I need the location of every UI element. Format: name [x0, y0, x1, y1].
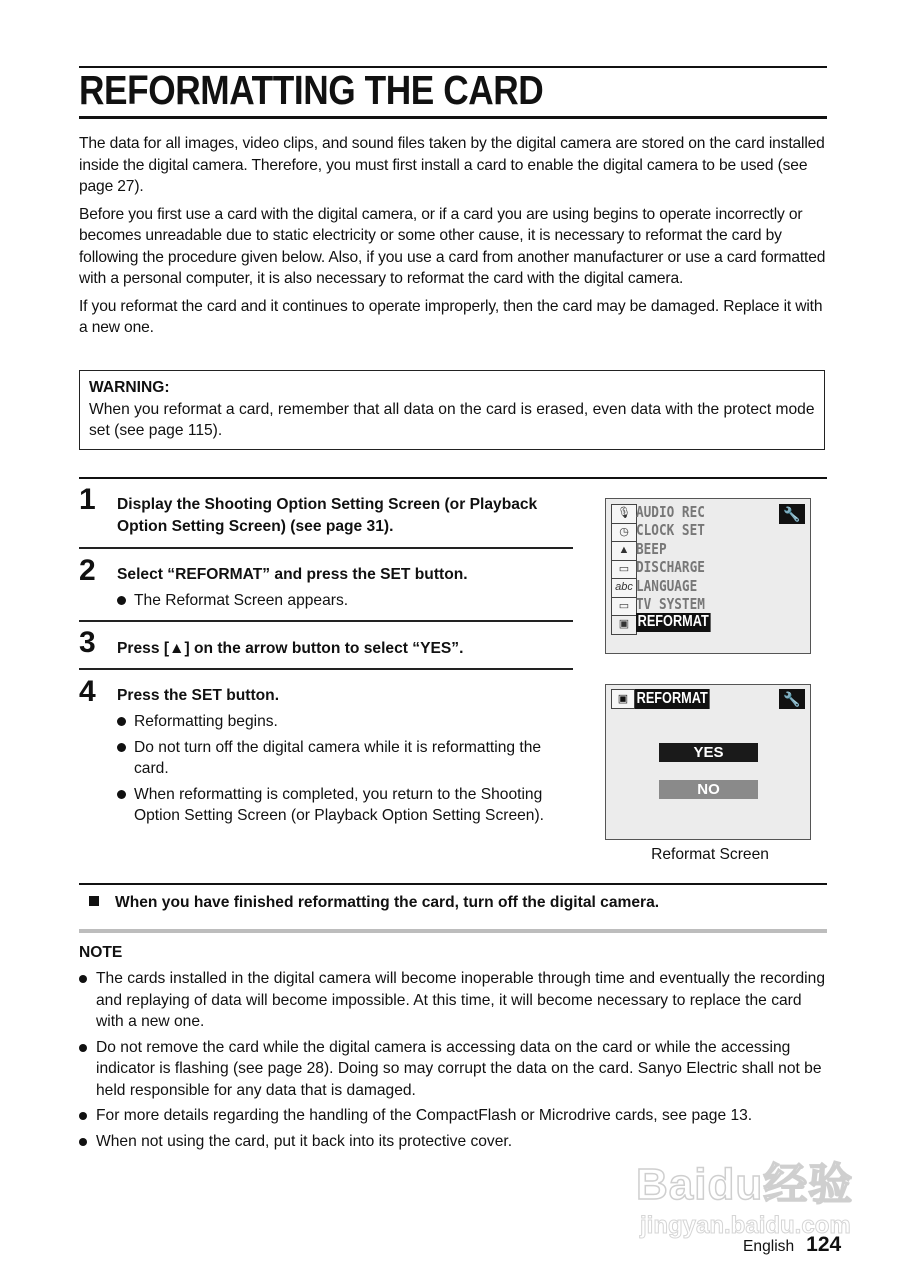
bullet-icon: [79, 1044, 87, 1052]
tv-icon: ▭: [611, 597, 637, 616]
note-text: Do not remove the card while the digital camera is accessing data on the card or while the accessing indicator is flashing (see page 28). Doing so may corrupt the data on the card. Sanyo Electric shall not be held responsible for any data that is damaged.: [96, 1038, 822, 1099]
bullet-text: When reformatting is completed, you return to the Shooting Option Setting Screen (or Playback Option Setting Screen).: [134, 785, 544, 824]
warning-title: WARNING:: [89, 379, 170, 396]
bullet-icon: [79, 1112, 87, 1120]
step-number: 1: [79, 483, 96, 516]
bullet-icon: [79, 1138, 87, 1146]
wrench-icon: 🔧: [779, 689, 805, 709]
bullet-item: [117, 737, 567, 780]
menu-item-beep[interactable]: BEEP: [636, 539, 667, 558]
step-divider: [79, 668, 573, 670]
baidu-watermark-url: jingyan.baidu.com: [640, 1212, 851, 1239]
menu-item-reformat[interactable]: REFORMAT: [637, 613, 709, 631]
menu-item-tv-system[interactable]: TV SYSTEM: [636, 595, 705, 614]
page-number: 124: [806, 1233, 842, 1256]
note-item: [79, 1105, 827, 1127]
no-option[interactable]: NO: [659, 780, 758, 799]
page-title: REFORMATTING THE CARD: [79, 67, 544, 113]
page-footer: [743, 1233, 841, 1257]
note-item: [79, 1037, 827, 1102]
intro-paragraph: The data for all images, video clips, and sound files taken by the digital camera are stored on the card installed inside the digital camera. Therefore, you must first install a card to enable the digital camera to be used (see page 27).: [79, 135, 825, 195]
battery-icon: ▭: [611, 560, 637, 579]
finish-note: [89, 894, 659, 912]
step-heading: Press [▲] on the arrow button to select “YES”.: [117, 640, 464, 657]
menu-item-clock-set[interactable]: CLOCK SET: [636, 521, 705, 540]
clock-icon: ◷: [611, 523, 637, 542]
bullet-item: [117, 711, 567, 733]
note-title: NOTE: [79, 944, 123, 961]
step-heading: Select “REFORMAT” and press the SET button.: [117, 566, 468, 583]
steps-top-rule: [79, 477, 827, 479]
bullet-icon: [117, 790, 126, 799]
reformat-screen: [605, 684, 811, 840]
bullet-icon: [117, 717, 126, 726]
step-heading: Display the Shooting Option Setting Screen (or Playback Option Setting Screen) (see page 31).: [117, 496, 538, 535]
note-list: [79, 968, 827, 1156]
footer-language: English: [743, 1238, 795, 1255]
bullet-text: The Reformat Screen appears.: [134, 592, 349, 609]
bullet-text: Do not turn off the digital camera while it is reformatting the card.: [134, 738, 542, 777]
yes-option[interactable]: YES: [659, 743, 758, 762]
warning-box: [79, 370, 825, 450]
menu-item-discharge[interactable]: DISCHARGE: [636, 558, 705, 577]
menu-item-audio-rec[interactable]: AUDIO REC: [636, 503, 705, 521]
abc-icon: abc: [611, 578, 637, 597]
baidu-watermark: Baidu经验: [636, 1160, 854, 1209]
finish-note-text: When you have finished reformatting the card, turn off the digital camera.: [115, 894, 660, 911]
note-text: For more details regarding the handling of the CompactFlash or Microdrive cards, see page 13.: [96, 1107, 753, 1124]
note-item: [79, 968, 827, 1033]
bullet-text: Reformatting begins.: [134, 713, 278, 730]
title-bottom-rule: [79, 116, 827, 119]
menu-list: [636, 503, 727, 632]
bullet-item: [117, 784, 567, 827]
bullet-icon: [117, 743, 126, 752]
intro-paragraph: Before you first use a card with the digital camera, or if a card you are using begins to operate incorrectly or becomes unreadable due to static electricity or some other cause, it is necessary to reformat the card by following the procedure given below. Also, if you use a card from another manufacturer or use a card formatted with a personal computer, it is also necessary to reformat the card with the digital camera.: [79, 205, 826, 287]
step-number: 4: [79, 675, 96, 708]
reformat-screen-caption: Reformat Screen: [651, 846, 769, 863]
bullet-icon: [117, 596, 126, 605]
menu-item-language[interactable]: LANGUAGE: [636, 576, 698, 595]
intro-text: [79, 133, 827, 345]
step-heading: Press the SET button.: [117, 687, 280, 704]
bullet-icon: [79, 975, 87, 983]
step-bullets: [117, 711, 567, 831]
card-icon: ▣: [611, 689, 635, 709]
menu-icon-column: [611, 504, 637, 635]
finish-top-rule: [79, 883, 827, 885]
intro-paragraph: If you reformat the card and it continues to operate improperly, then the card may be damaged. Replace it with a new one.: [79, 297, 823, 336]
finish-bottom-rule: [79, 929, 827, 933]
option-setting-screen: [605, 498, 811, 654]
bullet-item: [117, 590, 567, 612]
step-number: 3: [79, 626, 96, 659]
note-text: When not using the card, put it back into its protective cover.: [96, 1132, 513, 1150]
step-number: 2: [79, 554, 96, 587]
card-icon: ▣: [611, 615, 637, 635]
step-divider: [79, 547, 573, 549]
note-text: The cards installed in the digital camera will become inoperable through time and eventually the recording and replaying of data will become impossible. At this time, it will become necessary to replace the card with a new one.: [96, 970, 825, 1030]
step-bullets: [117, 590, 567, 616]
step-divider: [79, 620, 573, 622]
wrench-icon: 🔧: [779, 504, 805, 524]
bell-icon: ▲: [611, 541, 637, 560]
square-bullet-icon: [89, 896, 99, 906]
microphone-icon: 🎙: [611, 504, 637, 523]
warning-text: When you reformat a card, remember that all data on the card is erased, even data with the protect mode set (see page 115).: [89, 400, 815, 439]
reformat-title: REFORMAT: [636, 690, 708, 707]
